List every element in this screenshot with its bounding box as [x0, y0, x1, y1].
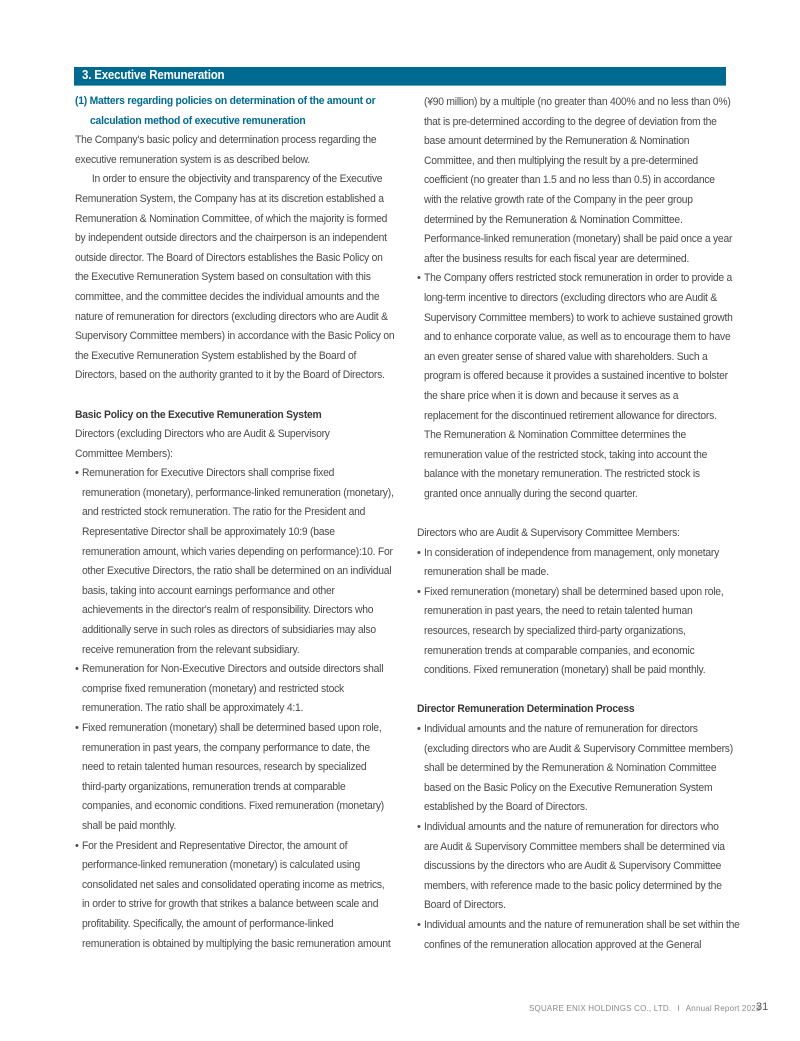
intro-paragraph: [75, 131, 397, 170]
text-line: resources, research by specialized third-party organizations,: [424, 625, 686, 638]
text-line: Fixed remuneration (monetary) shall be determined based upon role,: [424, 585, 724, 598]
text-line: other Executive Directors, the ratio shall be determined on an individual: [82, 565, 392, 578]
directors-label: [75, 425, 397, 464]
text-line: replacement for the discontinued retirement allowance for directors.: [424, 409, 717, 422]
text-line: Remuneration & Nomination Committee, of which the majority is formed: [75, 212, 388, 225]
audit-committee-label: Directors who are Audit & Supervisory Committee Members:: [417, 527, 680, 540]
text-line: basis, taking into account earnings performance and other: [82, 584, 335, 597]
page-number: 31: [756, 1001, 769, 1013]
text-line: the Executive Remuneration System based on consultation with this: [75, 271, 371, 284]
subheading-line: (1) Matters regarding policies on determination of the amount or: [75, 95, 376, 107]
text-line: Individual amounts and the nature of remuneration for directors who: [424, 820, 719, 833]
bullet-fixed-remuneration: [75, 719, 397, 837]
text-line: Individual amounts and the nature of remuneration shall be set within the: [424, 918, 740, 931]
text-line: Remuneration System, the Company has at its discretion established a: [75, 192, 384, 205]
bullet-audit-fixed-remuneration: [417, 583, 735, 681]
text-line: executive remuneration system is as described below.: [75, 153, 310, 166]
bullet-process-allocation: [417, 916, 740, 955]
text-line: remuneration in past years, the need to retain talented human: [424, 605, 693, 618]
text-line: Remuneration for Non-Executive Directors and outside directors shall: [82, 663, 384, 676]
text-line: an even greater sense of shared value with shareholders. Such a: [424, 350, 708, 363]
text-line: Remuneration for Executive Directors shall comprise fixed: [82, 467, 335, 480]
text-line: confines of the remuneration allocation approved at the General: [424, 938, 702, 951]
text-line: established by the Board of Directors.: [424, 801, 588, 814]
text-line: consolidated net sales and consolidated operating income as metrics,: [82, 878, 385, 891]
text-line: Directors, based on the authority granted to it by the Board of Directors.: [75, 369, 385, 382]
bullet-process-audit-directors: [417, 818, 735, 916]
text-line: The Remuneration & Nomination Committee determines the: [424, 429, 687, 442]
section-header-bar: [74, 67, 726, 86]
text-line: Committee, and then multiplying the result by a pre-determined: [424, 154, 698, 167]
page-footer: [529, 1004, 761, 1013]
bullet-icon: •: [75, 839, 79, 852]
text-line: that is pre-determined according to the degree of deviation from the: [424, 115, 717, 128]
text-line: comprise fixed remuneration (monetary) and restricted stock: [82, 682, 344, 695]
right-column: [417, 93, 740, 955]
text-line: Performance-linked remuneration (monetary) shall be paid once a year: [424, 233, 733, 246]
bullet-icon: •: [417, 918, 421, 931]
text-line: with the relative growth rate of the Company in the peer group: [424, 193, 693, 206]
bullet-icon: •: [417, 585, 421, 598]
bullet-icon: •: [75, 722, 79, 734]
spacer: [75, 386, 397, 406]
text-line: the share price when it is down and because it serves as a: [424, 389, 679, 402]
text-line: program is offered because it provides a sustained incentive to bolster: [424, 370, 728, 383]
text-line: need to retain talented human resources, research by specialized: [82, 761, 367, 774]
performance-linked-continuation: [417, 93, 735, 269]
text-line: committee, and the committee decides the individual amounts and the: [75, 290, 380, 303]
text-line: after the business results for each fiscal year are determined.: [424, 252, 690, 265]
text-line: the Executive Remuneration System established by the Board of: [75, 349, 357, 362]
text-line: Fixed remuneration (monetary) shall be determined based upon role,: [82, 722, 382, 734]
text-line: long-term incentive to directors (excluding directors who are Audit &: [424, 291, 717, 304]
subheading-line: calculation method of executive remuneration: [90, 114, 306, 127]
bullet-icon: •: [75, 663, 79, 676]
text-line: and restricted stock remuneration. The ratio for the President and: [82, 506, 366, 519]
text-line: remuneration shall be made.: [424, 566, 549, 579]
text-line: In consideration of independence from management, only monetary: [424, 546, 720, 559]
bullet-performance-linked: [75, 837, 397, 955]
text-line: discussions by the directors who are Audit & Supervisory Committee: [424, 860, 722, 873]
bullet-restricted-stock: [417, 269, 735, 504]
text-line: base amount determined by the Remuneration & Nomination: [424, 135, 690, 148]
bullet-audit-monetary-only: [417, 544, 735, 583]
bullet-non-executive-directors: [75, 660, 397, 719]
text-line: Individual amounts and the nature of remuneration for directors: [424, 723, 698, 735]
text-line: remuneration amount, which varies depending on performance):10. For: [82, 545, 393, 558]
section-title: 3. Executive Remuneration: [82, 68, 225, 82]
text-line: coefficient (no greater than 1.5 and no less than 0.5) in accordance: [424, 174, 715, 187]
process-heading: Director Remuneration Determination Process: [417, 703, 635, 716]
footer-separator: I: [677, 1004, 680, 1013]
text-line: granted once annually during the second quarter.: [424, 487, 638, 500]
text-line: nature of remuneration for directors (excluding directors who are Audit &: [75, 310, 388, 323]
bullet-icon: •: [417, 723, 421, 735]
subheading-policies: [75, 92, 397, 131]
text-line: (¥90 million) by a multiple (no greater than 400% and no less than 0%): [424, 96, 731, 108]
footer-report: Annual Report 2023: [685, 1004, 761, 1013]
text-line: by independent outside directors and the chairperson is an independent: [75, 232, 387, 245]
bullet-icon: •: [417, 820, 421, 833]
text-line: balance with the monetary remuneration. The restricted stock is: [424, 468, 700, 481]
text-line: third-party organizations, remuneration trends at comparable: [82, 780, 346, 793]
text-line: remuneration in past years, the company performance to date, the: [82, 741, 370, 754]
bullet-executive-directors: [75, 464, 397, 660]
text-line: receive remuneration from the relevant subsidiary.: [82, 643, 300, 656]
text-line: (excluding directors who are Audit & Supervisory Committee members): [424, 742, 733, 755]
text-line: For the President and Representative Director, the amount of: [82, 839, 348, 852]
text-line: remuneration value of the restricted stock, taking into account the: [424, 448, 708, 461]
text-line: are Audit & Supervisory Committee members shall be determined via: [424, 840, 725, 853]
text-line: outside director. The Board of Directors establishes the Basic Policy on: [75, 251, 383, 264]
bullet-icon: •: [417, 272, 421, 285]
committee-paragraph: [75, 170, 397, 386]
text-line: Committee Members):: [75, 447, 173, 460]
text-line: performance-linked remuneration (monetary) is calculated using: [82, 859, 360, 872]
text-line: companies, and economic conditions. Fixed remuneration (monetary): [82, 800, 384, 813]
text-line: Board of Directors.: [424, 899, 506, 912]
text-line: Supervisory Committee members) to work to achieve sustained growth: [424, 311, 733, 324]
text-line: members, with reference made to the basic policy determined by the: [424, 879, 722, 892]
text-line: remuneration is obtained by multiplying the basic remuneration amount: [82, 937, 391, 950]
text-line: additionally serve in such roles as directors of subsidiaries may also: [82, 624, 376, 637]
text-line: Directors (excluding Directors who are Audit & Supervisory: [75, 428, 330, 441]
text-line: in order to strive for growth that strikes a balance between scale and: [82, 898, 379, 911]
spacer: [417, 504, 735, 524]
text-line: determined by the Remuneration & Nomination Committee.: [424, 213, 683, 226]
bullet-icon: •: [75, 467, 79, 480]
text-line: remuneration (monetary), performance-linked remuneration (monetary),: [82, 486, 394, 499]
basic-policy-heading: Basic Policy on the Executive Remuneration System: [75, 408, 322, 421]
text-line: Supervisory Committee members) in accordance with the Basic Policy on: [75, 330, 395, 343]
text-line: shall be paid monthly.: [82, 819, 177, 832]
left-column: [75, 92, 397, 954]
text-line: achievements in the director's realm of responsibility. Directors who: [82, 604, 374, 617]
spacer: [417, 681, 735, 701]
text-line: The Company's basic policy and determination process regarding the: [75, 134, 377, 147]
text-line: In order to ensure the objectivity and transparency of the Executive: [91, 173, 383, 186]
bullet-icon: •: [417, 546, 421, 559]
text-line: and to enhance corporate value, as well as to encourage them to have: [424, 331, 731, 344]
text-line: shall be determined by the Remuneration & Nomination Committee: [424, 762, 717, 775]
text-line: The Company offers restricted stock remuneration in order to provide a: [424, 272, 733, 285]
text-line: Representative Director shall be approximately 10:9 (base: [82, 526, 335, 539]
text-line: remuneration. The ratio shall be approximately 4:1.: [82, 702, 304, 715]
footer-company: SQUARE ENIX HOLDINGS CO., LTD.: [529, 1004, 672, 1013]
text-line: conditions. Fixed remuneration (monetary) shall be paid monthly.: [424, 664, 706, 677]
text-line: profitability. Specifically, the amount of performance-linked: [82, 917, 334, 930]
bullet-process-directors: [417, 720, 735, 818]
text-line: remuneration trends at comparable companies, and economic: [424, 644, 695, 657]
text-line: based on the Basic Policy on the Executive Remuneration System: [424, 781, 713, 794]
